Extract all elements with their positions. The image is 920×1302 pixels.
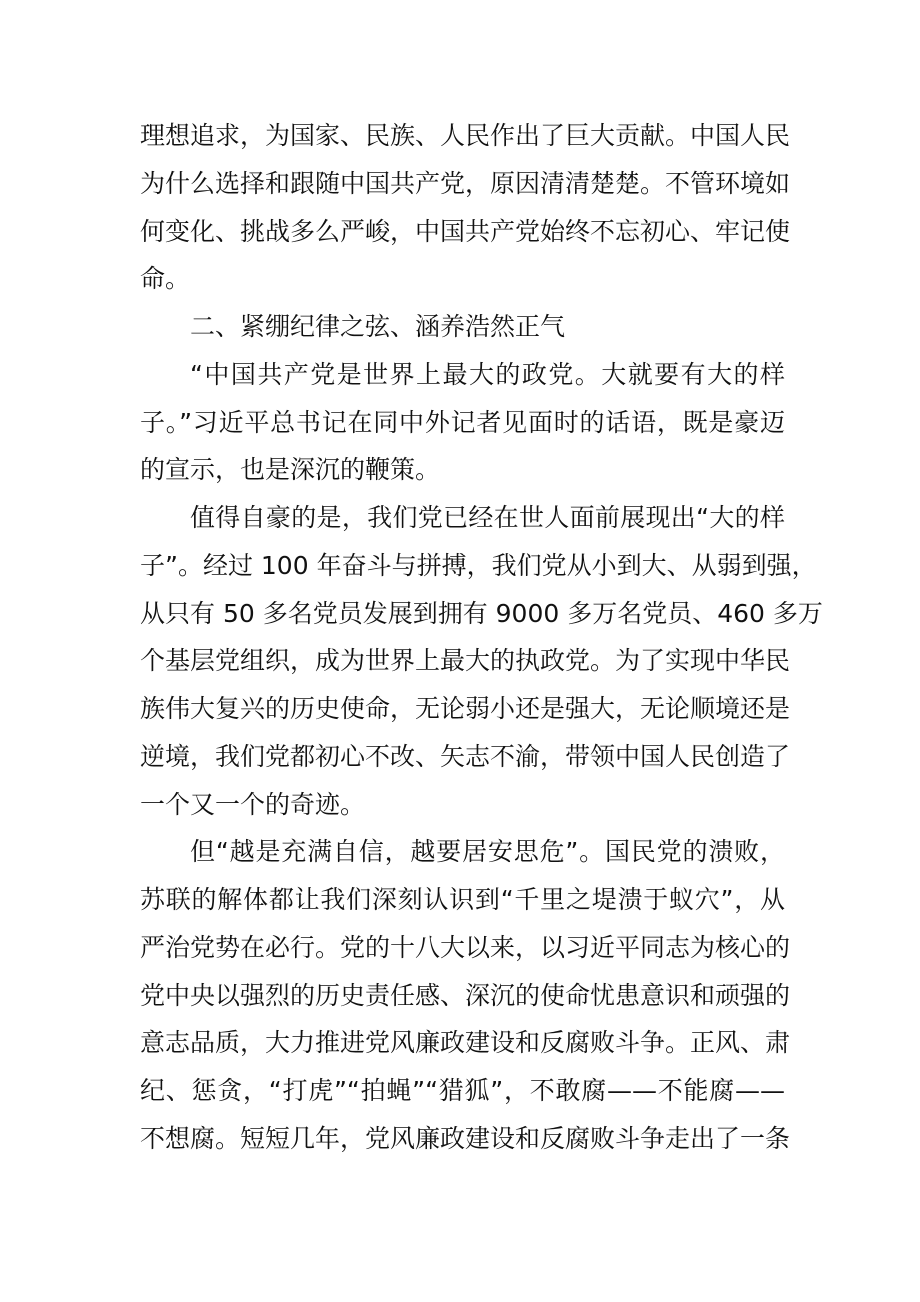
section-heading: 二、紧绷纪律之弦、涵养浩然正气 (190, 312, 566, 341)
text-line: 何变化、挑战多么严峻，中国共产党始终不忘初心、牢记使 (140, 217, 791, 246)
text-line: 子”。经过 100 年奋斗与拼搏，我们党从小到大、从弱到强， (140, 551, 817, 580)
text-line: 个基层党组织，成为世界上最大的执政党。为了实现中华民 (140, 646, 791, 675)
text-line: 为什么选择和跟随中国共产党，原因清清楚楚。不管环境如 (140, 169, 791, 198)
text-line: 严治党势在必行。党的十八大以来，以习近平同志为核心的 (140, 933, 791, 962)
text-line: 值得自豪的是，我们党已经在世人面前展现出“大的样 (190, 503, 785, 532)
text-line: 族伟大复兴的历史使命，无论弱小还是强大，无论顺境还是 (140, 694, 791, 723)
text-line: “中国共产党是世界上最大的政党。大就要有大的样 (190, 360, 785, 389)
text-line: 从只有 50 多名党员发展到拥有 9000 多万名党员、460 多万 (140, 599, 823, 628)
text-line: 意志品质，大力推进党风廉政建设和反腐败斗争。正风、肃 (140, 1028, 791, 1057)
text-line: 但“越是充满自信，越要居安思危”。国民党的溃败， (190, 837, 785, 866)
text-line: 逆境，我们党都初心不改、矢志不渝，带领中国人民创造了 (140, 742, 791, 771)
text-line: 苏联的解体都让我们深刻认识到“千里之堤溃于蚁穴”，从 (140, 885, 785, 914)
text-line: 党中央以强烈的历史责任感、深沉的使命忧患意识和顽强的 (140, 981, 791, 1010)
text-line: 子。”习近平总书记在同中外记者见面时的话语，既是豪迈 (140, 408, 785, 437)
text-line: 纪、惩贪，“打虎”“拍蝇”“猎狐”，不敢腐——不能腐—— (140, 1076, 785, 1105)
text-line: 不想腐。短短几年，党风廉政建设和反腐败斗争走出了一条 (140, 1124, 791, 1153)
text-line: 命。 (140, 264, 191, 293)
text-line: 的宣示，也是深沉的鞭策。 (140, 455, 441, 484)
text-line: 一个又一个的奇迹。 (140, 790, 366, 819)
text-line: 理想追求，为国家、民族、人民作出了巨大贡献。中国人民 (140, 121, 791, 150)
